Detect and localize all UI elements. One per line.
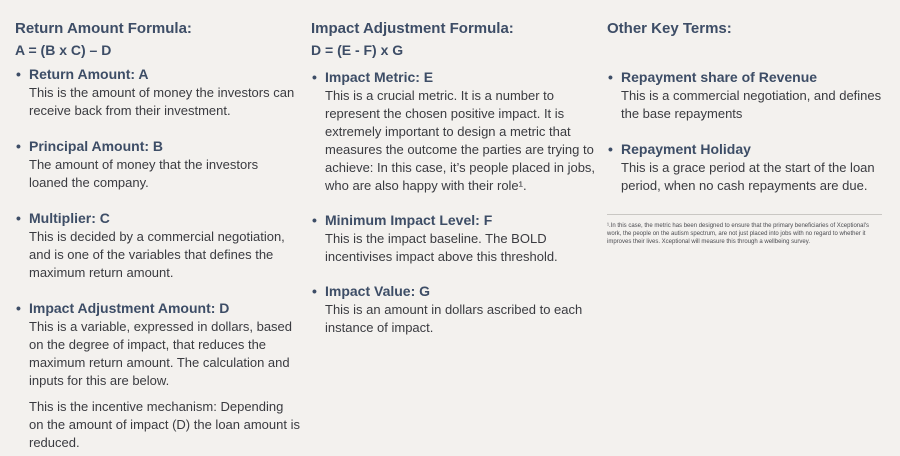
term-impact-value — [311, 282, 596, 337]
term-impact-adjustment-amount — [15, 299, 300, 452]
other-key-terms-column — [607, 19, 887, 246]
impact-adjustment-formula-heading: Impact Adjustment Formula: — [311, 20, 514, 37]
footnote: ¹.In this case, the metric has been designed to ensure that the primary beneficiaries of Xceptional's work, the people on the autism spectrum, are not just placed into jobs with no regard to whether it improves their lives. Xceptional will measure this through a wellbeing survey. — [607, 214, 882, 246]
term-title: Return Amount: A — [29, 66, 149, 82]
term-return-amount — [15, 65, 300, 120]
impact-adjustment-formula: D = (E - F) x G — [311, 42, 404, 58]
return-amount-terms — [15, 65, 300, 452]
term-title: Minimum Impact Level: F — [325, 212, 493, 228]
impact-adjustment-column — [311, 19, 596, 337]
term-multiplier — [15, 209, 300, 282]
term-description: This is a commercial negotiation, and defines the base repayments — [621, 88, 882, 121]
term-repayment-holiday — [607, 140, 887, 195]
term-description: This is a variable, expressed in dollars, based on the degree of impact, that reduces the maximum return amount. The calculation and inputs for this are below. — [29, 319, 293, 388]
term-title: Impact Value: G — [325, 283, 431, 299]
impact-adjustment-terms — [311, 68, 596, 337]
other-key-terms-heading: Other Key Terms: — [607, 20, 732, 37]
term-principal-amount — [15, 137, 300, 192]
term-description: This is a crucial metric. It is a number to represent the chosen positive impact. It is extremely important to design a metric that measures the outcome the parties are trying to achieve: In this case, it’s people placed in jobs, who are also happy with their role¹. — [325, 88, 596, 193]
return-amount-formula: A = (B x C) – D — [15, 42, 112, 58]
bullet-icon: • — [608, 69, 613, 85]
term-description: This is the impact baseline. The BOLD incentivises impact above this threshold. — [325, 231, 558, 264]
bullet-icon: • — [312, 69, 317, 85]
bullet-icon: • — [16, 138, 21, 154]
term-description-extra: This is the incentive mechanism: Depending on the amount of impact (D) the loan amount is reduced. — [29, 399, 300, 450]
term-title: Principal Amount: B — [29, 138, 164, 154]
term-minimum-impact-level — [311, 211, 596, 266]
other-key-terms — [607, 68, 887, 195]
term-repayment-share — [607, 68, 887, 123]
term-title: Impact Metric: E — [325, 69, 434, 85]
term-description: This is decided by a commercial negotiation, and is one of the variables that defines the maximum return amount. — [29, 229, 285, 280]
term-description: The amount of money that the investors loaned the company. — [29, 157, 259, 190]
term-title: Impact Adjustment Amount: D — [29, 300, 230, 316]
bullet-icon: • — [16, 300, 21, 316]
term-title: Repayment share of Revenue — [621, 69, 818, 85]
bullet-icon: • — [16, 66, 21, 82]
term-title: Multiplier: C — [29, 210, 110, 226]
bullet-icon: • — [16, 210, 21, 226]
bullet-icon: • — [608, 141, 613, 157]
return-amount-formula-heading: Return Amount Formula: — [15, 20, 192, 37]
term-description: This is a grace period at the start of the loan period, when no cash repayments are due. — [621, 160, 875, 193]
term-title: Repayment Holiday — [621, 141, 751, 157]
bullet-icon: • — [312, 283, 317, 299]
bullet-icon: • — [312, 212, 317, 228]
term-impact-metric — [311, 68, 596, 195]
term-description: This is an amount in dollars ascribed to each instance of impact. — [325, 302, 583, 335]
return-amount-column — [15, 19, 300, 452]
term-description: This is the amount of money the investors can receive back from their investment. — [29, 85, 295, 118]
